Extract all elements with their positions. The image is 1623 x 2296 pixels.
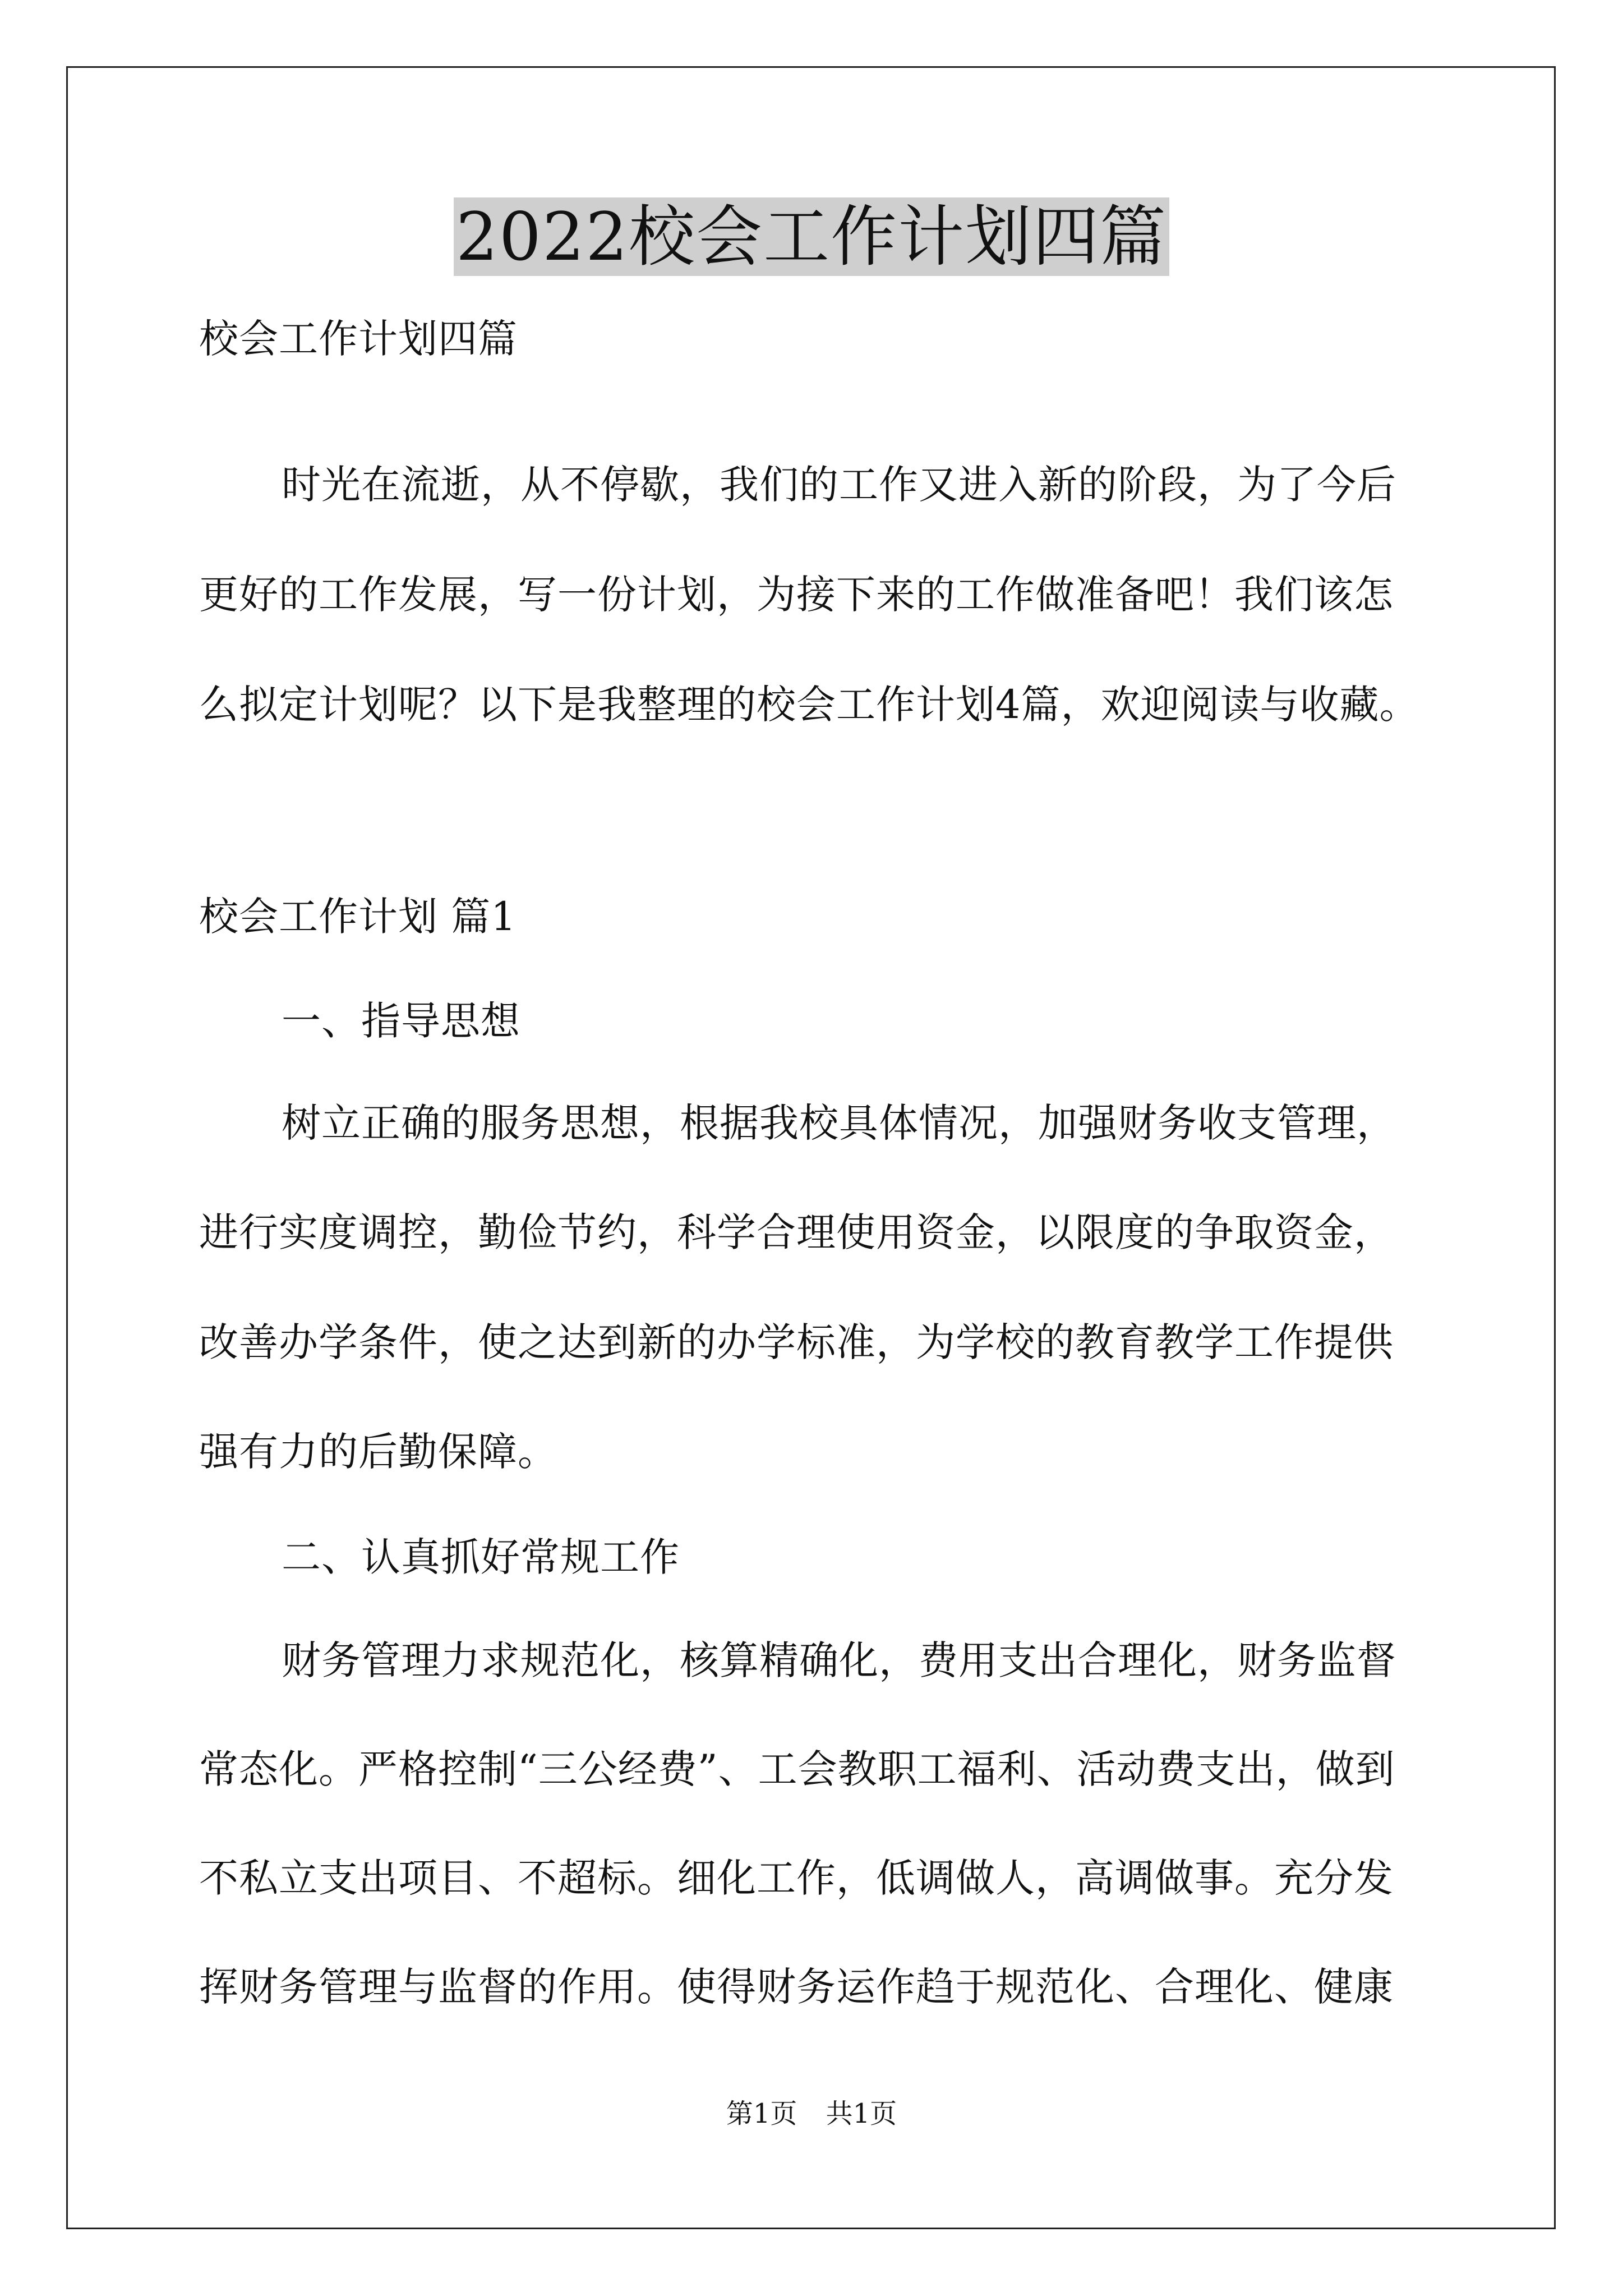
page-number-current: 第1页 — [726, 2098, 797, 2129]
page-border — [66, 66, 1556, 2229]
paragraph-line: 挥财务管理与监督的作用。使得财务运作趋于规范化、合理化、健康 — [199, 1964, 1394, 2010]
subtitle-line: 校会工作计划四篇 — [199, 316, 518, 362]
section-heading: 校会工作计划 篇1 — [199, 894, 517, 940]
paragraph-line: 进行实度调控，勤俭节约，科学合理使用资金，以限度的争取资金， — [199, 1209, 1394, 1255]
paragraph-line: 常态化。严格控制“三公经费”、工会教职工福利、活动费支出，做到 — [199, 1746, 1395, 1792]
page-footer — [0, 2097, 1623, 2131]
paragraph-line: 更好的工作发展，写一份计划，为接下来的工作做准备吧！我们该怎 — [199, 572, 1394, 618]
paragraph-line: 财务管理力求规范化，核算精确化，费用支出合理化，财务监督 — [282, 1637, 1396, 1683]
title-container — [0, 197, 1623, 276]
paragraph-line: 不私立支出项目、不超标。细化工作，低调做人，高调做事。充分发 — [199, 1855, 1394, 1901]
paragraph-line: 改善办学条件，使之达到新的办学标准，为学校的教育教学工作提供 — [199, 1319, 1394, 1365]
paragraph-line: 时光在流逝，从不停歇，我们的工作又进入新的阶段，为了今后 — [282, 462, 1396, 508]
subsection-heading: 一、指导思想 — [282, 998, 520, 1044]
document-title: 2022校会工作计划四篇 — [454, 197, 1169, 276]
paragraph-line: 么拟定计划呢？以下是我整理的校会工作计划4篇，欢迎阅读与收藏。 — [199, 682, 1419, 728]
subsection-heading: 二、认真抓好常规工作 — [282, 1534, 680, 1580]
paragraph-line: 强有力的后勤保障。 — [199, 1429, 557, 1475]
page-number-total: 共1页 — [826, 2098, 897, 2129]
paragraph-line: 树立正确的服务思想，根据我校具体情况，加强财务收支管理， — [282, 1100, 1396, 1146]
